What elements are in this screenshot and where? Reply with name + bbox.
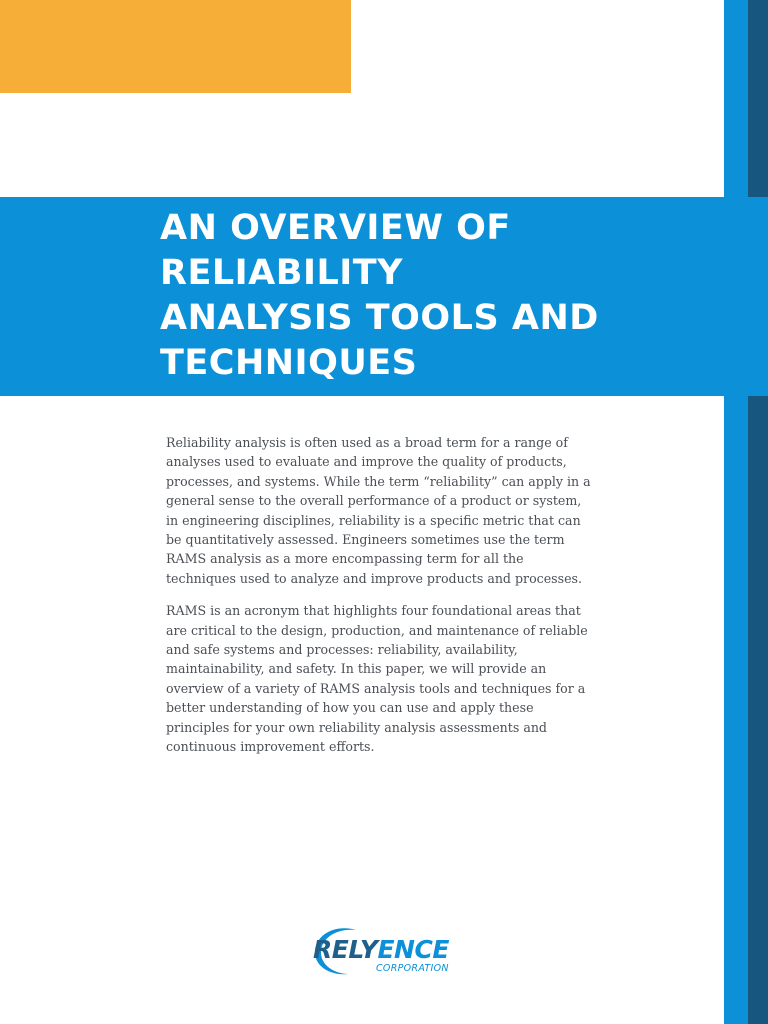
side-stripe-dark-blue xyxy=(748,0,768,1024)
orange-accent-block xyxy=(0,0,351,93)
logo-word-ence: ENCE xyxy=(377,935,449,964)
paragraph-2: RAMS is an acronym that highlights four foundational areas that are critical to the design, production, and maintenance of reliable and safe systems and processes: reliability, availability, maintainability, and safety. In this paper, we will provide an overview of a variety of RAMS analysis tools and techniques for a better understanding of how you can use and apply these principles for your own reliability analysis assessments and continuous improvement efforts. xyxy=(166,603,588,755)
body-text xyxy=(166,433,596,770)
paragraph-1: Reliability analysis is often used as a broad term for a range of analyses used to evaluate and improve the quality of products, processes, and systems. While the term “reliability” can apply in a general sense to the overall performance of a product or system, in engineering disciplines, reliability is a specific metric that can be quantitatively assessed. Engineers sometimes use the term RAMS analysis as a more encompassing term for all the techniques used to analyze and improve products and processes. xyxy=(166,435,591,586)
side-stripe-blue xyxy=(724,0,748,1024)
logo-wordmark xyxy=(313,936,449,964)
relyence-logo xyxy=(310,924,470,978)
logo-word-rely: RELY xyxy=(313,935,378,964)
page-title: AN OVERVIEW OF RELIABILITY ANALYSIS TOOLS AND TECHNIQUES xyxy=(160,208,599,383)
logo-subtitle: CORPORATION xyxy=(376,963,449,974)
